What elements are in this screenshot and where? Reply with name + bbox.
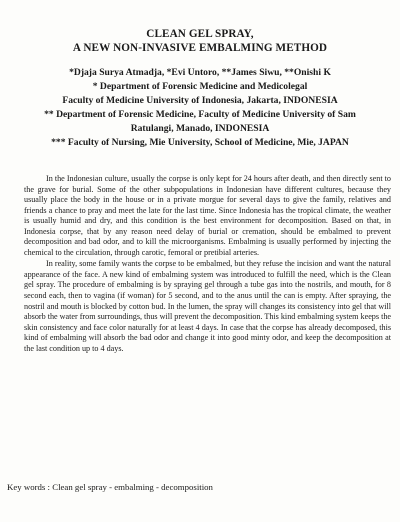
author-list: *Djaja Surya Atmadja, *Evi Untoro, **James Siwu, **Onishi K [69,67,331,78]
abstract-paragraph-1: In the Indonesian culture, usually the corpse is only kept for 24 hours after death, and then directly sent to the grave for burial. Some of the other subpopulations in Indonesian have different cultures, because they usually place the body in the house or in a private morgue for several days to give the family, relatives and friends a chance to pray and meet the late for the last time. Since Indonesia has the tropical climate, the weather is usually humid and dry, and this condition is the best environment for decomposition. Based on that, in Indonesia corpse, that by any reason need delay of burial or cremation, should be embalmed to prevent decomposition and bad odor, and to kill the microorganisms. Embalming is usually performed by injecting the chemical to the circulation, through carotic, femoral or pretibial arteries. [24,174,391,257]
abstract-paragraph-2: In reality, some family wants the corpse to be embalmed, but they refuse the incision and want the natural appearance of the face. A new kind of embalming system was introduced to fulfill the need, which is the Clean gel spray. The procedure of embalming is by spraying gel through a tube gas into the nostrils, and mouth, for 8 second each, then to vagina (if woman) for 5 second, and to the anus until the can is empty. After spraying, the nostril and mouth is blocked by cotton bud. In the lumen, the spray will changes its consistency into gel that will absorb the water from surroundings, thus will prevent the decomposition. This kind embalming system keeps the skin consistency and face color naturally for at least 4 days. In case that the corpse has already decomposed, this kind of embalming will absorb the bad odor and change it into good minty odor, and keep the decomposition at the last condition up to 4 days. [24,259,391,353]
keywords-line: Key words : Clean gel spray - embalming - decomposition [7,482,213,492]
affiliation-1: * Department of Forensic Medicine and Medicolegal [92,81,308,92]
affiliation-5: *** Faculty of Nursing, Mie University, School of Medicine, Mie, JAPAN [51,137,349,148]
affiliation-2: Faculty of Medicine University of Indonesia, Jakarta, INDONESIA [62,95,338,106]
title-line-1: CLEAN GEL SPRAY, [146,28,254,40]
affiliation-3: ** Department of Forensic Medicine, Faculty of Medicine University of Sam [44,109,356,120]
abstract-body [24,174,391,354]
title-line-2: A NEW NON-INVASIVE EMBALMING METHOD [72,42,328,54]
affiliation-4: Ratulangi, Manado, INDONESIA [130,123,270,134]
